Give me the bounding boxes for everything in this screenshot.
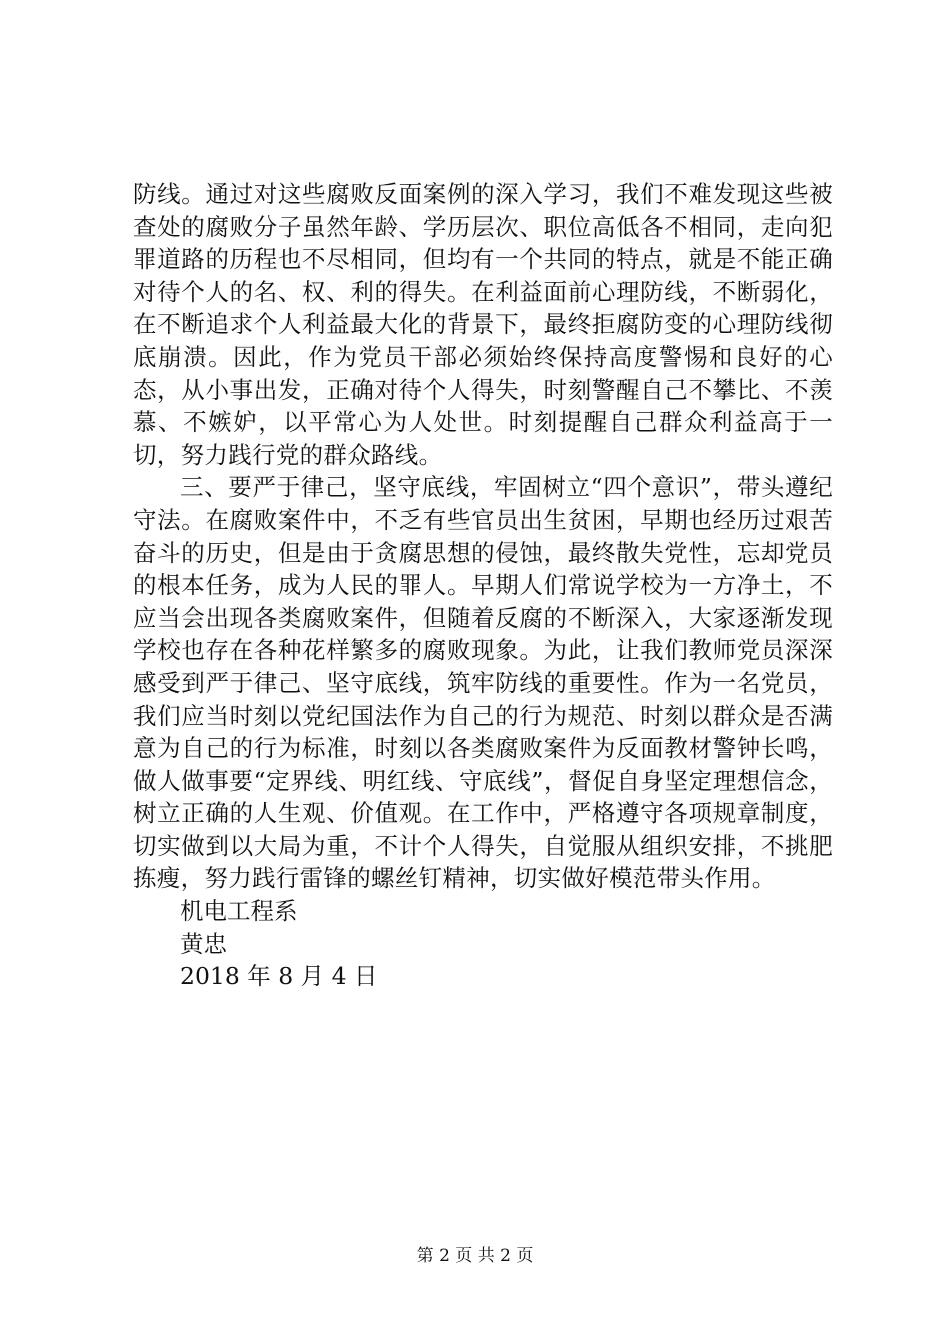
- page-footer: 第 2 页 共 2 页: [416, 1246, 534, 1266]
- signature-name: 黄忠: [180, 929, 227, 958]
- paragraph-section-three: 三、要严于律己，坚守底线，牢固树立“四个意识”，带头遵纪守法。在腐败案件中，不乏有些官员出生贫困，早期也经历过艰苦奋斗的历史，但是由于贪腐思想的侵蚀，最终散失党性，忘却党员的根本任务，成为人民的罪人。早期人们常说学校为一方净土，不应当会出现各类腐败案件，但随着反腐的不断深入，大家逐渐发现学校也存在各种花样繁多的腐败现象。为此，让我们教师党员深深感受到严于律己、坚守底线，筑牢防线的重要性。作为一名党员，我们应当时刻以党纪国法作为自己的行为规范、时刻以群众是否满意为自己的行为标准，时刻以各类腐败案件为反面教材警钟长鸣，做人做事要“定界线、明红线、守底线”，督促自身坚定理想信念，树立正确的人生观、价值观。在工作中，严格遵守各项规章制度，切实做到以大局为重，不计个人得失，自觉服从组织安排，不挑肥拣瘦，努力践行雷锋的螺丝钉精神，切实做好模范带头作用。: [133, 473, 833, 893]
- document-body: [133, 178, 833, 993]
- signature-department: 机电工程系: [180, 897, 298, 926]
- signature-date: 2018 年 8 月 4 日: [180, 962, 378, 991]
- paragraph-continuation: 防线。通过对这些腐败反面案例的深入学习，我们不难发现这些被查处的腐败分子虽然年龄、学历层次、职位高低各不相同，走向犯罪道路的历程也不尽相同，但均有一个共同的特点，就是不能正确对待个人的名、权、利的得失。在利益面前心理防线，不断弱化，在不断追求个人利益最大化的背景下，最终拒腐防变的心理防线彻底崩溃。因此，作为党员干部必须始终保持高度警惕和良好的心态，从小事出发，正确对待个人得失，时刻警醒自己不攀比、不羡慕、不嫉妒，以平常心为人处世。时刻提醒自己群众利益高于一切，努力践行党的群众路线。: [133, 180, 833, 469]
